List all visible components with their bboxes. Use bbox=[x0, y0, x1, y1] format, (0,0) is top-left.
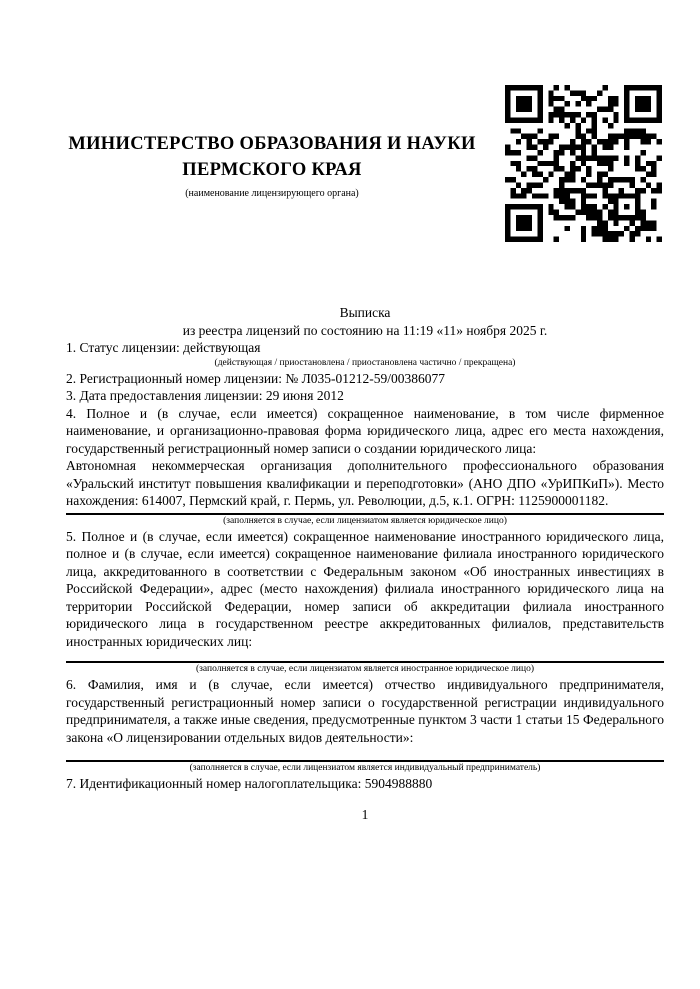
document-body bbox=[66, 304, 664, 823]
item-license-status-caption: (действующая / приостановлена / приостановлена частично / прекращена) bbox=[214, 357, 516, 368]
document-title-line2: из реестра лицензий по состоянию на 11:19 «11» ноября 2025 г. bbox=[182, 322, 548, 338]
ministry-caption: (наименование лицензирующего органа) bbox=[185, 188, 359, 199]
ministry-name-line1: МИНИСТЕРСТВО ОБРАЗОВАНИЯ И НАУКИ bbox=[68, 134, 476, 154]
document-title-line1: Выписка bbox=[339, 305, 391, 320]
item-legal-entity-caption: (заполняется в случае, если лицензиатом является юридическое лицо) bbox=[223, 515, 507, 526]
ministry-name-line2: ПЕРМСКОГО КРАЯ bbox=[182, 160, 362, 180]
item-legal-entity-label: 4. Полное и (в случае, если имеется) сокращенное наименование, в том числе фирменное наименование, и организационно-правовая форма юридического лица, адрес его места нахождения, государственный регистрационный номер записи о создании юридического лица: bbox=[66, 405, 664, 456]
item-legal-entity-value: Автономная некоммерческая организация дополнительного профессионального образования «Уральский институт повышения квалификации и переподготовки» (АНО ДПО «УрИПКиП»). Место нахождения: 614007, Пермский край, г. Пермь, ул. Революции, д.5, к.1. ОГРН: 1125900001182. bbox=[66, 458, 664, 508]
item-grant-date: 3. Дата предоставления лицензии: 29 июня 2012 bbox=[66, 388, 344, 403]
item-registration-number: 2. Регистрационный номер лицензии: № Л035-01212-59/00386077 bbox=[66, 370, 446, 386]
item-entrepreneur-caption: (заполняется в случае, если лицензиатом является индивидуальный предприниматель) bbox=[189, 763, 541, 773]
licensing-authority-header bbox=[47, 131, 497, 201]
item-taxpayer-number: 7. Идентификационный номер налогоплательщика: 5904988880 bbox=[66, 776, 433, 791]
page-number: 1 bbox=[361, 806, 369, 822]
item-entrepreneur-label: 6. Фамилия, имя и (в случае, если имеется) отчество индивидуального предпринимателя, государственный регистрационный номер записи о государственной регистрации индивидуального предпринимателя, а также иные сведения, предусмотренные пунктом 3 части 1 статьи 15 Федерального закона «О лицензировании отдельных видов деятельности»: bbox=[66, 677, 664, 745]
document-title bbox=[66, 304, 664, 339]
item-foreign-entity-label: 5. Полное и (в случае, если имеется) сокращенное наименование иностранного юридического лица, полное и (в случае, если имеется) сокращенное наименование филиала иностранного юридического лица, аккредитованного в соответствии с Федеральным законом «Об иностранных инвестициях в Российской Федерации», адрес (место нахождения) филиала иностранного юридического лица на территории Российской Федерации, номер записи об аккредитации филиала иностранного юридического лица в государственном реестре аккредитованных филиалов, представительств иностранных юридических лиц: bbox=[66, 528, 664, 649]
qr-code bbox=[505, 85, 662, 242]
item-license-status: 1. Статус лицензии: действующая bbox=[66, 340, 261, 355]
item-foreign-entity-caption: (заполняется в случае, если лицензиатом является иностранное юридическое лицо) bbox=[196, 664, 534, 674]
